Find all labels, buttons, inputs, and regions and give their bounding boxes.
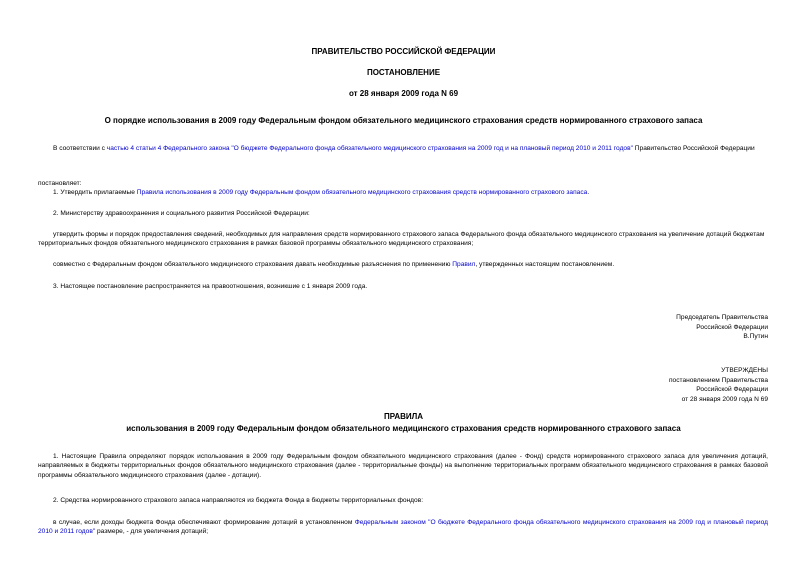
- rules-paragraph-2: 2. Средства нормированного страхового запаса направляются из бюджета Фонда в бюджеты территориальных фондов:: [53, 497, 424, 504]
- preamble-text: В соответствии с: [53, 145, 107, 152]
- approved-word: УТВЕРЖДЕНЫ: [721, 367, 768, 374]
- approved-country: Российской Федерации: [696, 386, 768, 393]
- rules-paragraph-3-end: размере, - для увеличения дотаций;: [95, 528, 209, 536]
- government-heading: ПРАВИТЕЛЬСТВО РОССИЙСКОЙ ФЕДЕРАЦИИ: [311, 47, 496, 56]
- rules-paragraph-3: [38, 518, 768, 537]
- item-2: 2. Министерству здравоохранения и социального развития Российской Федерации:: [53, 210, 310, 217]
- item-2b-text: совместно с Федеральным фондом обязательного медицинского страхования давать необходимые разъяснения по применению: [53, 261, 453, 268]
- item-2b: [38, 260, 768, 269]
- signature-title: Председатель Правительства: [676, 314, 768, 321]
- document-date: от 28 января 2009 года N 69: [348, 89, 459, 98]
- item-1-text: 1. Утвердить прилагаемые: [53, 189, 137, 196]
- signature-country: Российской Федерации: [696, 323, 768, 331]
- rules-paragraph-3-text: в случае, если доходы бюджета Фонда обеспечивают формирование дотаций в установленном: [53, 519, 355, 526]
- federal-law-link[interactable]: частью 4 статьи 4 Федерального закона "О бюджете Федерального фонда обязательного медицинского страхования на 2009 год и на плановый период 2010 и 2011 годов": [106, 145, 633, 152]
- approved-block: [468, 366, 768, 404]
- resolves-word: постановляет:: [38, 180, 82, 187]
- document-subject: О порядке использования в 2009 году Федеральным фондом обязательного медицинского страхования средств нормированного страхового запаса: [104, 116, 703, 125]
- rules-short-link[interactable]: Правил: [452, 261, 476, 268]
- signature-name: В.Путин: [743, 333, 768, 340]
- item-2a: утвердить формы и порядок предоставления сведений, необходимых для направления средств нормированного страхового запаса Федерального фонда обязательного медицинского страхования на увеличение дотаций бюджетам территориальных фондов обязательного медицинского страхования в рамках базовой программы обязательного медицинского страхования;: [38, 231, 765, 248]
- approved-by: постановлением Правительства: [668, 376, 768, 384]
- document-type: ПОСТАНОВЛЕНИЕ: [366, 68, 441, 77]
- item-1-end: .: [587, 189, 590, 196]
- preamble-paragraph: [38, 144, 768, 153]
- approved-date: от 28 января 2009 года N 69: [681, 395, 768, 403]
- rules-paragraph-1: 1. Настоящие Правила определяют порядок использования в 2009 году Федеральным фондом обязательного медицинского страхования (далее - Фонд) средств нормированного страхового запаса для увеличения дотаций, направляемых в бюджеты территориальных фондов обязательного медицинского страхования (далее - территориальные фонды) на выполнение территориальных программ обязательного медицинского страхования в рамках базовой программы обязательного медицинского страхования (далее - дотации).: [38, 453, 768, 479]
- item-3: 3. Настоящее постановление распространяется на правоотношения, возникшие с 1 января 2009 года.: [53, 283, 368, 290]
- item-2b-end: , утвержденных настоящим постановлением.: [475, 261, 615, 268]
- rules-link[interactable]: Правила использования в 2009 году Федеральным фондом обязательного медицинского страхования средств нормированного страхового запаса: [136, 189, 588, 196]
- preamble-text-end: Правительство Российской Федерации: [632, 145, 755, 152]
- signature-block: [468, 313, 768, 342]
- rules-title: ПРАВИЛА: [383, 412, 424, 421]
- budget-law-link[interactable]: Федеральным законом "О бюджете Федерального фонда обязательного медицинского страхования на 2009 год и плановый период 2010 и 2011 годов": [38, 519, 768, 536]
- item-1: [38, 188, 768, 197]
- rules-subtitle: использования в 2009 году Федеральным фондом обязательного медицинского страхования средств нормированного страхового запаса: [126, 424, 681, 433]
